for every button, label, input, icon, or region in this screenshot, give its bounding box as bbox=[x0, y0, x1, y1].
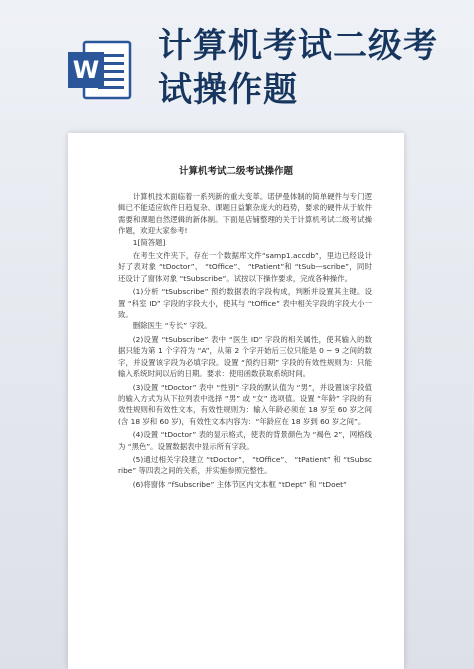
paragraph-step-1: (1)分析 “tSubscribe” 预约数据表的字段构成，判断并设置其主键。设置 “科室 ID” 字段的字段大小，使其与 “tOffice” 表中相关字段的字段大小一致。 bbox=[118, 287, 372, 320]
document-body bbox=[118, 191, 372, 490]
word-logo-letter: W bbox=[72, 56, 100, 84]
paragraph-step-3: (3)设置 “tDoctor” 表中 “性别” 字段的默认值为 “男”，并设置该字段值的输入方式为从下拉列表中选择 “男” 或 “女” 选项值。设置 “年龄” 字段的有效性规则和有效性文本，有效性规则为：输入年龄必须在 18 岁至 60 岁之间(含 18 岁和 60 岁)，有效性文本内容为：“年龄应在 18 岁到 60 岁之间”。 bbox=[118, 382, 372, 426]
paragraph-task-description: 在考生文件夹下，存在一个数据库文件“samp1.accdb”，里边已经设计好了表对象 “tDoctor”、 “tOffice”、 “tPatient”和 “tSub—scribe”，同时还设计了窗体对象 “tSubscribe”。试按以下操作要求，完成各种操作。 bbox=[118, 251, 372, 283]
paragraph-step-2: (2)设置 “tSubscribe” 表中 “医生 ID” 字段的相关属性，使其输入的数据只能为第 1 个字符为 “A”，从第 2 个字开始后三位只能是 0 ~ 9 之间的数字，并设置该字段为必填字段。设置 “预约日期” 字段的有效性规则为：只能输入系统时间以后的日期。要求：使用函数获取系统时间。 bbox=[118, 334, 372, 379]
paragraph-step-5: (5)通过相关字段建立 “tDoctor”、 “tOffice”、 “tPatient” 和 “tSubscribe” 等四表之间的关系，并实施参照完整性。 bbox=[118, 454, 372, 476]
paragraph-question-label: 1[简答题] bbox=[132, 237, 166, 247]
banner bbox=[0, 0, 474, 128]
paragraph-intro: 计算机技术面临着一系列新的重大变革。诺伊曼体制的简单硬件与专门逻辑已不能适应软件日趋复杂、课题日益繁杂庞大的趋势，要求的硬件从于软件需要和课题自然逻辑的新体制。下面是店铺整理的关于计算机考试二级考试操作题，欢迎大家参考! bbox=[118, 192, 372, 236]
banner-title-line1: 计算机考试二级考 bbox=[158, 26, 438, 66]
word-document-icon bbox=[66, 38, 134, 102]
paragraph-step-1-note: 删除医生 “专长” 字段。 bbox=[132, 321, 212, 331]
banner-title-line2: 试操作题 bbox=[158, 70, 298, 110]
paragraph-step-4: (4)设置 “tDoctor” 表的显示格式，使表的背景颜色为 “褐色 2”，网格线为 “黑色”。设置数据表中显示所有字段。 bbox=[118, 430, 372, 451]
document-title: 计算机考试二级考试操作题 bbox=[178, 166, 293, 177]
document-page bbox=[68, 133, 404, 669]
paragraph-step-6: (6)将窗体 “fSubscribe” 主体节区内文本框 “tDept” 和 “tDoet” bbox=[132, 479, 347, 489]
banner-title bbox=[158, 24, 458, 112]
